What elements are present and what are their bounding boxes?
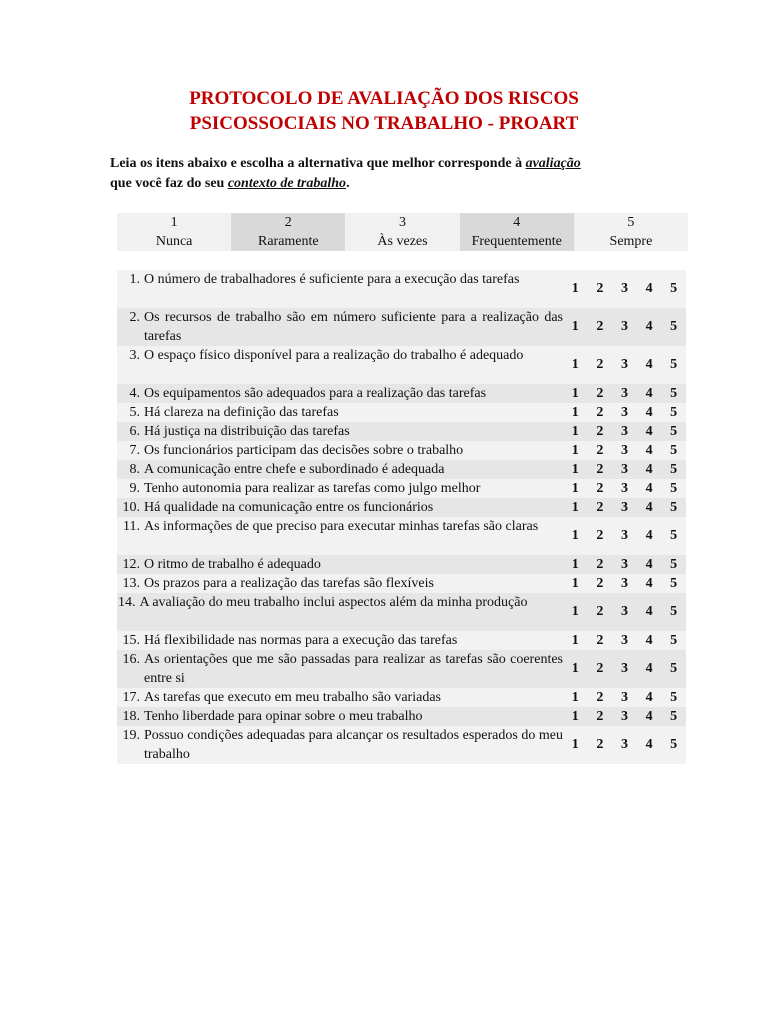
- option-2[interactable]: 2: [596, 556, 604, 572]
- intro-emphasis-2: contexto de trabalho: [227, 176, 347, 191]
- option-1[interactable]: 1: [571, 575, 579, 591]
- item-text-wrap: [122, 422, 563, 441]
- option-2[interactable]: 2: [596, 499, 604, 515]
- option-3[interactable]: 3: [620, 319, 628, 334]
- item-row-3: [117, 346, 686, 384]
- option-1[interactable]: 1: [571, 661, 579, 676]
- item-options: [563, 386, 686, 402]
- item-options: [563, 500, 686, 516]
- item-text-wrap: [118, 593, 563, 612]
- item-row-6: [117, 422, 686, 441]
- item-text: [117, 726, 563, 764]
- item-row-9: [117, 479, 686, 498]
- item-statement: Tenho liberdade para opinar sobre o meu trabalho: [144, 709, 423, 724]
- option-1[interactable]: 1: [571, 499, 579, 515]
- intro-emphasis-1: avaliação: [525, 156, 581, 171]
- option-2[interactable]: 2: [596, 632, 604, 648]
- option-2[interactable]: 2: [596, 661, 604, 676]
- option-5[interactable]: 5: [670, 499, 678, 515]
- scale-value: 1: [170, 215, 178, 230]
- item-statement: O ritmo de trabalho é adequado: [144, 557, 321, 572]
- item-text: [117, 555, 563, 574]
- item-row-12: [117, 555, 686, 574]
- option-2[interactable]: 2: [596, 281, 604, 296]
- item-text: [117, 707, 563, 726]
- option-5[interactable]: 5: [670, 737, 678, 752]
- option-3[interactable]: 3: [620, 689, 628, 705]
- option-2[interactable]: 2: [596, 461, 604, 477]
- option-2[interactable]: 2: [596, 575, 604, 591]
- item-options: [563, 737, 686, 753]
- item-text-wrap: [122, 479, 563, 498]
- title-line-2: PSICOSSOCIAIS NO TRABALHO - PROART: [189, 113, 579, 134]
- option-1[interactable]: 1: [571, 281, 579, 296]
- item-options: [563, 690, 686, 706]
- scale-label: Às vezes: [377, 234, 428, 249]
- item-number: 15.: [122, 633, 140, 648]
- item-number: 11.: [123, 519, 140, 534]
- item-text-wrap: [122, 498, 563, 517]
- item-options: [563, 633, 686, 649]
- item-text: [117, 498, 563, 517]
- item-options: [563, 576, 686, 592]
- option-1[interactable]: 1: [571, 528, 579, 543]
- option-5[interactable]: 5: [670, 480, 678, 496]
- item-text-wrap: [122, 460, 563, 479]
- item-options: [563, 443, 686, 459]
- item-text: [117, 479, 563, 498]
- scale-option-3: [345, 213, 459, 251]
- item-row-2: [117, 308, 686, 346]
- option-4[interactable]: 4: [645, 604, 653, 619]
- item-number: 7.: [129, 443, 140, 458]
- item-number: 9.: [129, 481, 140, 496]
- item-statement: As tarefas que executo em meu trabalho são variadas: [144, 690, 441, 705]
- item-text: [117, 346, 563, 384]
- item-text-wrap: [122, 308, 563, 346]
- item-options: [563, 661, 686, 677]
- option-2[interactable]: 2: [596, 385, 604, 401]
- option-1[interactable]: 1: [571, 708, 579, 724]
- item-options: [563, 709, 686, 725]
- item-options: [563, 357, 686, 373]
- option-3[interactable]: 3: [620, 480, 628, 496]
- option-5[interactable]: 5: [670, 556, 678, 572]
- option-4[interactable]: 4: [645, 357, 653, 372]
- option-3[interactable]: 3: [620, 737, 628, 752]
- option-1[interactable]: 1: [571, 480, 579, 496]
- item-text: [117, 593, 563, 631]
- item-row-14: [117, 593, 686, 631]
- item-number: 6.: [129, 424, 140, 439]
- scale-label: Frequentemente: [471, 234, 562, 249]
- item-statement: Os prazos para a realização das tarefas são flexíveis: [144, 576, 434, 591]
- item-number: 13.: [122, 576, 140, 591]
- item-text: [117, 441, 563, 460]
- item-text-wrap: [122, 517, 563, 536]
- option-5[interactable]: 5: [670, 708, 678, 724]
- option-4[interactable]: 4: [645, 499, 653, 515]
- item-statement: Os recursos de trabalho são em número suficiente para a realização das tarefas: [144, 310, 563, 344]
- option-1[interactable]: 1: [571, 442, 579, 458]
- item-row-5: [117, 403, 686, 422]
- scale-label: Nunca: [155, 234, 193, 249]
- option-2[interactable]: 2: [596, 708, 604, 724]
- item-number: 19.: [122, 728, 140, 743]
- scale-option-1: [117, 213, 231, 251]
- item-text-wrap: [122, 688, 563, 707]
- option-3[interactable]: 3: [620, 442, 628, 458]
- option-5[interactable]: 5: [670, 404, 678, 420]
- option-3[interactable]: 3: [620, 461, 628, 477]
- option-5[interactable]: 5: [670, 281, 678, 296]
- scale-value: 3: [399, 215, 406, 230]
- item-text-wrap: [122, 631, 563, 650]
- item-statement: Possuo condições adequadas para alcançar os resultados esperados do meu trabalho: [144, 728, 563, 762]
- item-row-18: [117, 707, 686, 726]
- item-row-4: [117, 384, 686, 403]
- option-3[interactable]: 3: [620, 528, 628, 543]
- item-statement: Há justiça na distribuição das tarefas: [144, 424, 350, 439]
- option-1[interactable]: 1: [571, 404, 579, 420]
- item-statement: Há flexibilidade nas normas para a execução das tarefas: [144, 633, 458, 648]
- item-text-wrap: [122, 403, 563, 422]
- option-4[interactable]: 4: [645, 385, 653, 401]
- item-text-wrap: [122, 384, 563, 403]
- option-1[interactable]: 1: [571, 385, 579, 401]
- option-4[interactable]: 4: [645, 281, 653, 296]
- item-options: [563, 462, 686, 478]
- item-text-wrap: [122, 707, 563, 726]
- item-row-11: [117, 517, 686, 555]
- option-3[interactable]: 3: [620, 575, 628, 591]
- item-text: [117, 650, 563, 688]
- item-number: 10.: [122, 500, 140, 515]
- option-2[interactable]: 2: [596, 480, 604, 496]
- option-3[interactable]: 3: [620, 423, 628, 439]
- option-2[interactable]: 2: [596, 528, 604, 543]
- item-number: 16.: [122, 652, 140, 667]
- item-options: [563, 528, 686, 544]
- item-row-17: [117, 688, 686, 707]
- item-options: [563, 481, 686, 497]
- option-5[interactable]: 5: [670, 661, 678, 676]
- item-statement: As orientações que me são passadas para realizar as tarefas são coerentes entre si: [144, 652, 563, 686]
- option-5[interactable]: 5: [670, 604, 678, 619]
- item-text-wrap: [122, 650, 563, 688]
- option-3[interactable]: 3: [620, 385, 628, 401]
- scale-label: Sempre: [609, 234, 653, 249]
- scale-option-2: [231, 213, 345, 251]
- item-row-19: [117, 726, 686, 764]
- item-statement: Há qualidade na comunicação entre os funcionários: [144, 500, 434, 515]
- option-5[interactable]: 5: [670, 442, 678, 458]
- item-text: [117, 460, 563, 479]
- questionnaire-items: [117, 270, 686, 764]
- item-statement: Tenho autonomia para realizar as tarefas como julgo melhor: [144, 481, 481, 496]
- option-3[interactable]: 3: [620, 404, 628, 420]
- option-3[interactable]: 3: [620, 281, 628, 296]
- item-row-1: [117, 270, 686, 308]
- item-statement: Os funcionários participam das decisões sobre o trabalho: [144, 443, 464, 458]
- option-4[interactable]: 4: [645, 480, 653, 496]
- item-number: 8.: [129, 462, 140, 477]
- option-4[interactable]: 4: [645, 528, 653, 543]
- scale-option-4: [460, 213, 574, 251]
- item-options: [563, 319, 686, 335]
- option-2[interactable]: 2: [596, 604, 604, 619]
- scale-value: 5: [627, 215, 635, 230]
- item-text-wrap: [122, 574, 563, 593]
- option-3[interactable]: 3: [620, 632, 628, 648]
- item-number: 14.: [118, 595, 136, 610]
- item-statement: As informações de que preciso para executar minhas tarefas são claras: [144, 519, 539, 534]
- item-statement: Há clareza na definição das tarefas: [144, 405, 339, 420]
- option-1[interactable]: 1: [571, 556, 579, 572]
- response-scale-legend: [117, 213, 688, 251]
- option-5[interactable]: 5: [670, 632, 678, 648]
- instructions: [110, 154, 670, 194]
- item-text: [117, 517, 563, 555]
- item-text: [117, 308, 563, 346]
- title-line-1: PROTOCOLO DE AVALIAÇÃO DOS RISCOS: [189, 88, 579, 109]
- item-number: 2.: [129, 310, 140, 325]
- item-options: [563, 405, 686, 421]
- option-5[interactable]: 5: [670, 689, 678, 705]
- item-number: 4.: [129, 386, 140, 401]
- option-4[interactable]: 4: [645, 423, 653, 439]
- item-row-16: [117, 650, 686, 688]
- option-2[interactable]: 2: [596, 319, 604, 334]
- option-2[interactable]: 2: [596, 423, 604, 439]
- option-4[interactable]: 4: [645, 556, 653, 572]
- intro-part-2: que você faz do seu: [110, 176, 228, 191]
- item-number: 17.: [122, 690, 140, 705]
- item-text: [117, 422, 563, 441]
- item-text: [117, 688, 563, 707]
- item-options: [563, 424, 686, 440]
- option-1[interactable]: 1: [571, 737, 579, 752]
- item-row-10: [117, 498, 686, 517]
- option-4[interactable]: 4: [645, 661, 653, 676]
- option-3[interactable]: 3: [620, 708, 628, 724]
- item-statement: A avaliação do meu trabalho inclui aspectos além da minha produção: [139, 595, 528, 610]
- option-5[interactable]: 5: [670, 319, 678, 334]
- item-number: 1.: [129, 272, 140, 287]
- item-number: 5.: [129, 405, 140, 420]
- option-5[interactable]: 5: [670, 385, 678, 401]
- item-statement: A comunicação entre chefe e subordinado é adequada: [144, 462, 445, 477]
- option-4[interactable]: 4: [645, 708, 653, 724]
- item-text-wrap: [122, 555, 563, 574]
- option-3[interactable]: 3: [620, 357, 628, 372]
- scale-value: 4: [513, 215, 521, 230]
- option-4[interactable]: 4: [645, 442, 653, 458]
- option-1[interactable]: 1: [571, 319, 579, 334]
- intro-part-3: .: [346, 176, 350, 191]
- option-4[interactable]: 4: [645, 319, 653, 334]
- option-1[interactable]: 1: [571, 632, 579, 648]
- item-text: [117, 270, 563, 308]
- scale-label: Raramente: [257, 234, 319, 249]
- option-2[interactable]: 2: [596, 689, 604, 705]
- option-4[interactable]: 4: [645, 689, 653, 705]
- option-4[interactable]: 4: [645, 575, 653, 591]
- option-2[interactable]: 2: [596, 357, 604, 372]
- option-1[interactable]: 1: [571, 689, 579, 705]
- scale-option-5: [574, 213, 688, 251]
- item-statement: O número de trabalhadores é suficiente para a execução das tarefas: [144, 272, 520, 287]
- option-1[interactable]: 1: [571, 357, 579, 372]
- item-row-15: [117, 631, 686, 650]
- option-3[interactable]: 3: [620, 604, 628, 619]
- item-options: [563, 281, 686, 297]
- option-3[interactable]: 3: [620, 499, 628, 515]
- item-text-wrap: [122, 726, 563, 764]
- item-text: [117, 403, 563, 422]
- item-text-wrap: [122, 441, 563, 460]
- option-1[interactable]: 1: [571, 423, 579, 439]
- item-number: 18.: [122, 709, 140, 724]
- item-row-8: [117, 460, 686, 479]
- item-text: [117, 574, 563, 593]
- option-4[interactable]: 4: [645, 737, 653, 752]
- option-4[interactable]: 4: [645, 404, 653, 420]
- document-title: [0, 86, 768, 136]
- item-options: [563, 557, 686, 573]
- item-row-13: [117, 574, 686, 593]
- item-options: [563, 604, 686, 620]
- option-4[interactable]: 4: [645, 632, 653, 648]
- option-1[interactable]: 1: [571, 461, 579, 477]
- option-5[interactable]: 5: [670, 461, 678, 477]
- option-2[interactable]: 2: [596, 442, 604, 458]
- option-5[interactable]: 5: [670, 575, 678, 591]
- option-2[interactable]: 2: [596, 404, 604, 420]
- option-5[interactable]: 5: [670, 357, 678, 372]
- item-statement: O espaço físico disponível para a realização do trabalho é adequado: [144, 348, 524, 363]
- option-3[interactable]: 3: [620, 556, 628, 572]
- option-2[interactable]: 2: [596, 737, 604, 752]
- option-5[interactable]: 5: [670, 528, 678, 543]
- item-text-wrap: [122, 270, 563, 289]
- item-number: 12.: [122, 557, 140, 572]
- item-text-wrap: [122, 346, 563, 365]
- option-4[interactable]: 4: [645, 461, 653, 477]
- option-3[interactable]: 3: [620, 661, 628, 676]
- scale-value: 2: [284, 215, 292, 230]
- intro-part-1: Leia os itens abaixo e escolha a alternativa que melhor corresponde à: [110, 156, 526, 171]
- item-text: [117, 631, 563, 650]
- item-text: [117, 384, 563, 403]
- item-statement: Os equipamentos são adequados para a realização das tarefas: [144, 386, 487, 401]
- item-row-7: [117, 441, 686, 460]
- option-5[interactable]: 5: [670, 423, 678, 439]
- item-number: 3.: [129, 348, 140, 363]
- option-1[interactable]: 1: [571, 604, 579, 619]
